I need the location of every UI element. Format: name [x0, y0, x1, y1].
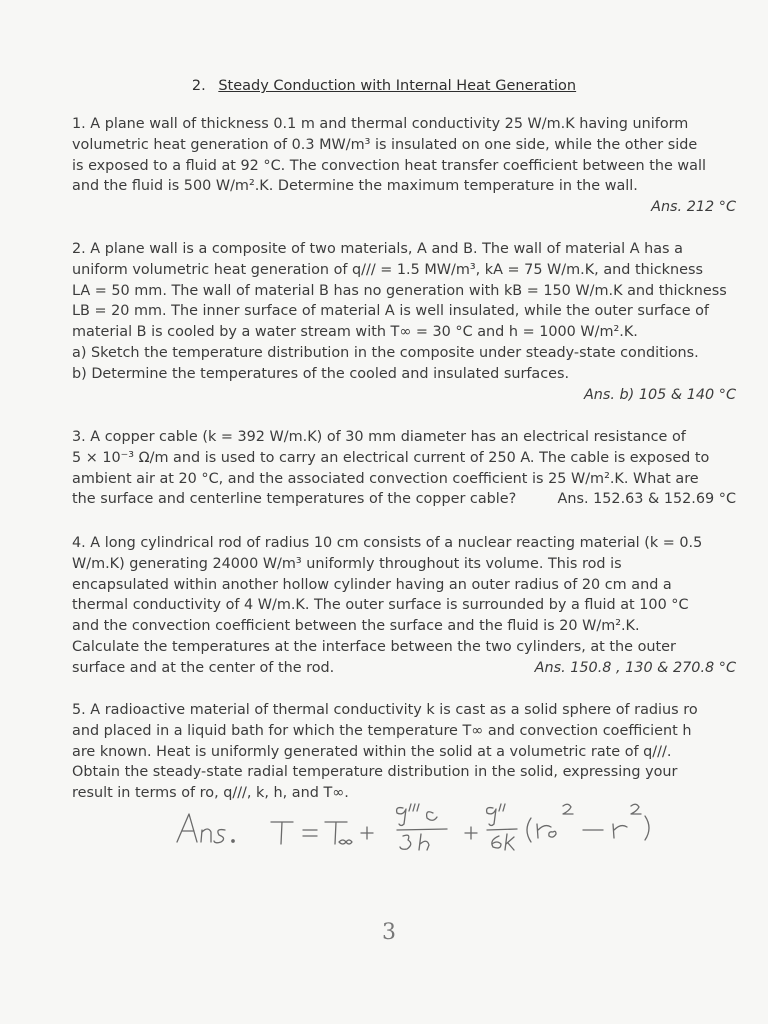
problem-line-with-answer	[72, 658, 736, 679]
problem-line: the surface and centerline temperatures of the copper cable?	[72, 491, 517, 508]
problem-1	[72, 114, 736, 218]
problem-line: and the fluid is 500 W/m².K. Determine the maximum temperature in the wall.	[72, 178, 638, 195]
problem-line: surface and at the center of the rod.	[72, 659, 335, 676]
section-number: 2.	[191, 78, 206, 94]
problem-line: 2. A plane wall is a composite of two materials, A and B. The wall of material A has a	[72, 241, 683, 257]
problem-line: 5 × 10⁻³ Ω/m and is used to carry an electrical current of 250 A. The cable is exposed to	[72, 449, 710, 466]
problem-line-with-answer	[72, 489, 736, 510]
handwritten-answer	[175, 800, 705, 862]
section-heading: Steady Conduction with Internal Heat Generation	[218, 78, 577, 94]
problem-3	[72, 427, 736, 510]
problem-line: Obtain the steady-state radial temperature distribution in the solid, expressing your	[72, 764, 678, 781]
problem-line: encapsulated within another hollow cylinder having an outer radius of 20 cm and a	[72, 576, 672, 593]
answer: Ans. b) 105 & 140 °C	[583, 386, 736, 403]
problem-2	[72, 239, 736, 405]
page-number: 3	[382, 920, 396, 945]
answer: Ans. 212 °C	[651, 199, 736, 216]
problem-line: W/m.K) generating 24000 W/m³ uniformly throughout its volume. This rod is	[72, 555, 622, 572]
problem-line: thermal conductivity of 4 W/m.K. The outer surface is surrounded by a fluid at 100 °C	[72, 597, 689, 614]
problem-line: Calculate the temperatures at the interface between the two cylinders, at the outer	[72, 638, 676, 655]
answer: Ans. 150.8 , 130 & 270.8 °C	[534, 659, 736, 676]
problem-4	[72, 533, 736, 679]
problem-line: volumetric heat generation of 0.3 MW/m³ is insulated on one side, while the other side	[72, 136, 698, 153]
section-title	[0, 78, 768, 94]
problem-line: result in terms of ro, q///, k, h, and T∞.	[72, 785, 349, 802]
problem-line: and placed in a liquid bath for which the temperature T∞ and convection coefficient h	[72, 722, 692, 739]
problem-line: ambient air at 20 °C, and the associated convection coefficient is 25 W/m².K. What are	[72, 470, 699, 487]
problem-line: b) Determine the temperatures of the cooled and insulated surfaces.	[72, 365, 570, 382]
problem-line: is exposed to a fluid at 92 °C. The convection heat transfer coefficient between the wall	[72, 157, 706, 174]
problem-line: LB = 20 mm. The inner surface of material A is well insulated, while the outer surface of	[72, 303, 709, 320]
problem-line: material B is cooled by a water stream with T∞ = 30 °C and h = 1000 W/m².K.	[72, 324, 638, 341]
problem-line: 5. A radioactive material of thermal conductivity k is cast as a solid sphere of radius ro	[72, 702, 698, 718]
problem-line: 4. A long cylindrical rod of radius 10 cm consists of a nuclear reacting material (k = 0.5	[72, 535, 703, 551]
problem-line: and the convection coefficient between the surface and the fluid is 20 W/m².K.	[72, 618, 640, 635]
problem-line: 3. A copper cable (k = 392 W/m.K) of 30 mm diameter has an electrical resistance of	[72, 429, 686, 445]
problem-line: are known. Heat is uniformly generated within the solid at a volumetric rate of q///.	[72, 743, 672, 760]
answer: Ans. 152.63 & 152.69 °C	[557, 491, 736, 508]
problem-line: 1. A plane wall of thickness 0.1 m and thermal conductivity 25 W/m.K having uniform	[72, 116, 689, 132]
problem-5	[72, 700, 736, 804]
problem-line: uniform volumetric heat generation of q/// = 1.5 MW/m³, kA = 75 W/m.K, and thickness	[72, 261, 703, 278]
problem-line: LA = 50 mm. The wall of material B has no generation with kB = 150 W/m.K and thickness	[72, 282, 727, 299]
problem-line: a) Sketch the temperature distribution in the composite under steady-state conditions.	[72, 344, 699, 361]
